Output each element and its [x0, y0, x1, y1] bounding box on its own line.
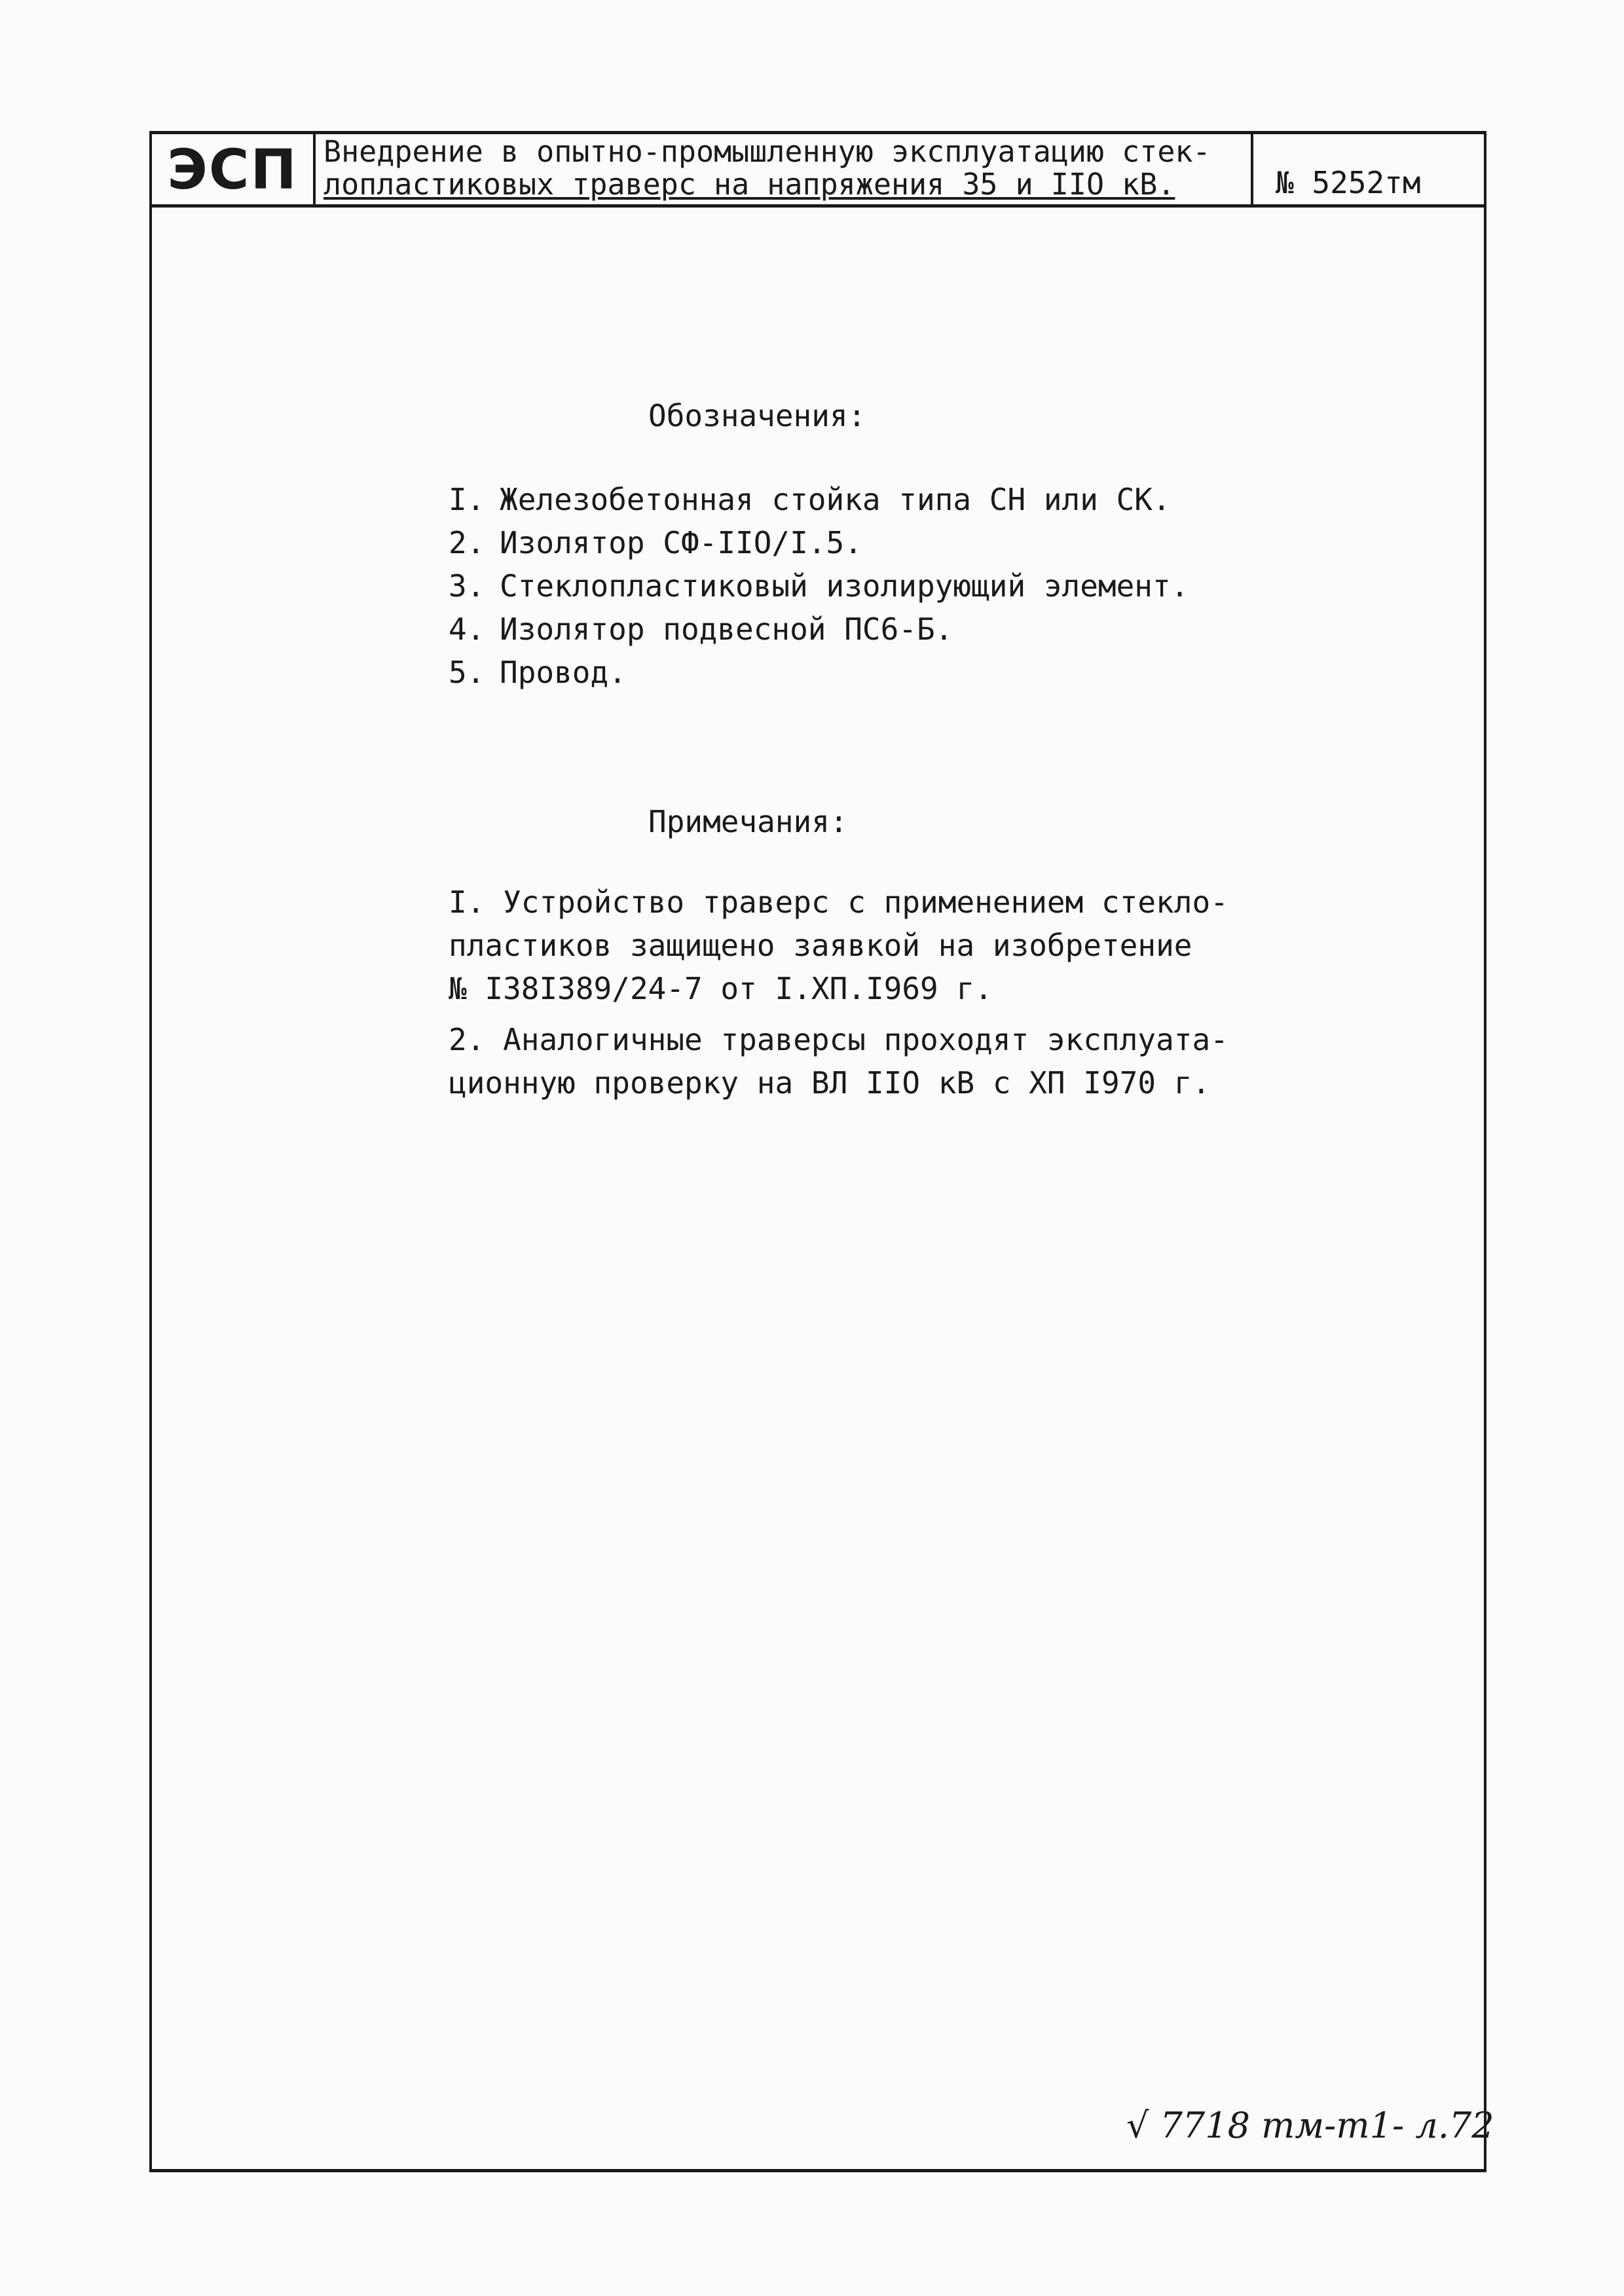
list-item: 5. Провод. [449, 655, 627, 690]
handwritten-archive-mark: √ 7718 тм-т1- л.72 [1126, 2105, 1494, 2146]
title-block [152, 134, 1484, 208]
notes-list [449, 881, 1228, 1112]
note-item: I. Устройство траверс с применением стекло- пластиков защищено заявкой на изобретение № I38I389/24-7 от I.XП.I969 г. [449, 884, 1228, 1006]
document-number: № 5252тм [1276, 165, 1421, 200]
document-number-cell [1256, 134, 1484, 204]
list-item: 3. Стеклопластиковый изолирующий элемент. [449, 568, 1189, 604]
title-line-2: лопластиковых траверс на напряжения 35 и IIO кВ. [323, 167, 1175, 202]
designations-heading: Обозначения: [648, 398, 866, 433]
page-frame [149, 131, 1486, 2172]
note-item: 2. Аналогичные траверсы проходят эксплуата- ционную проверку на ВЛ IIO кВ с XП I970 г. [449, 1022, 1228, 1101]
list-item: 4. Изолятор подвесной ПС6-Б. [449, 611, 953, 647]
list-item: 2. Изолятор СФ-IIO/I.5. [449, 525, 862, 560]
list-item: I. Железобетонная стойка типа СН или СК. [449, 482, 1171, 517]
document-title [318, 134, 1253, 204]
logo-cell [152, 134, 316, 204]
title-line-1: Внедрение в опытно-промышленную эксплуатацию стек- [323, 134, 1211, 169]
notes-heading: Примечания: [648, 804, 848, 839]
organization-logo: ЭСП [167, 137, 298, 202]
designations-list [449, 478, 1189, 694]
